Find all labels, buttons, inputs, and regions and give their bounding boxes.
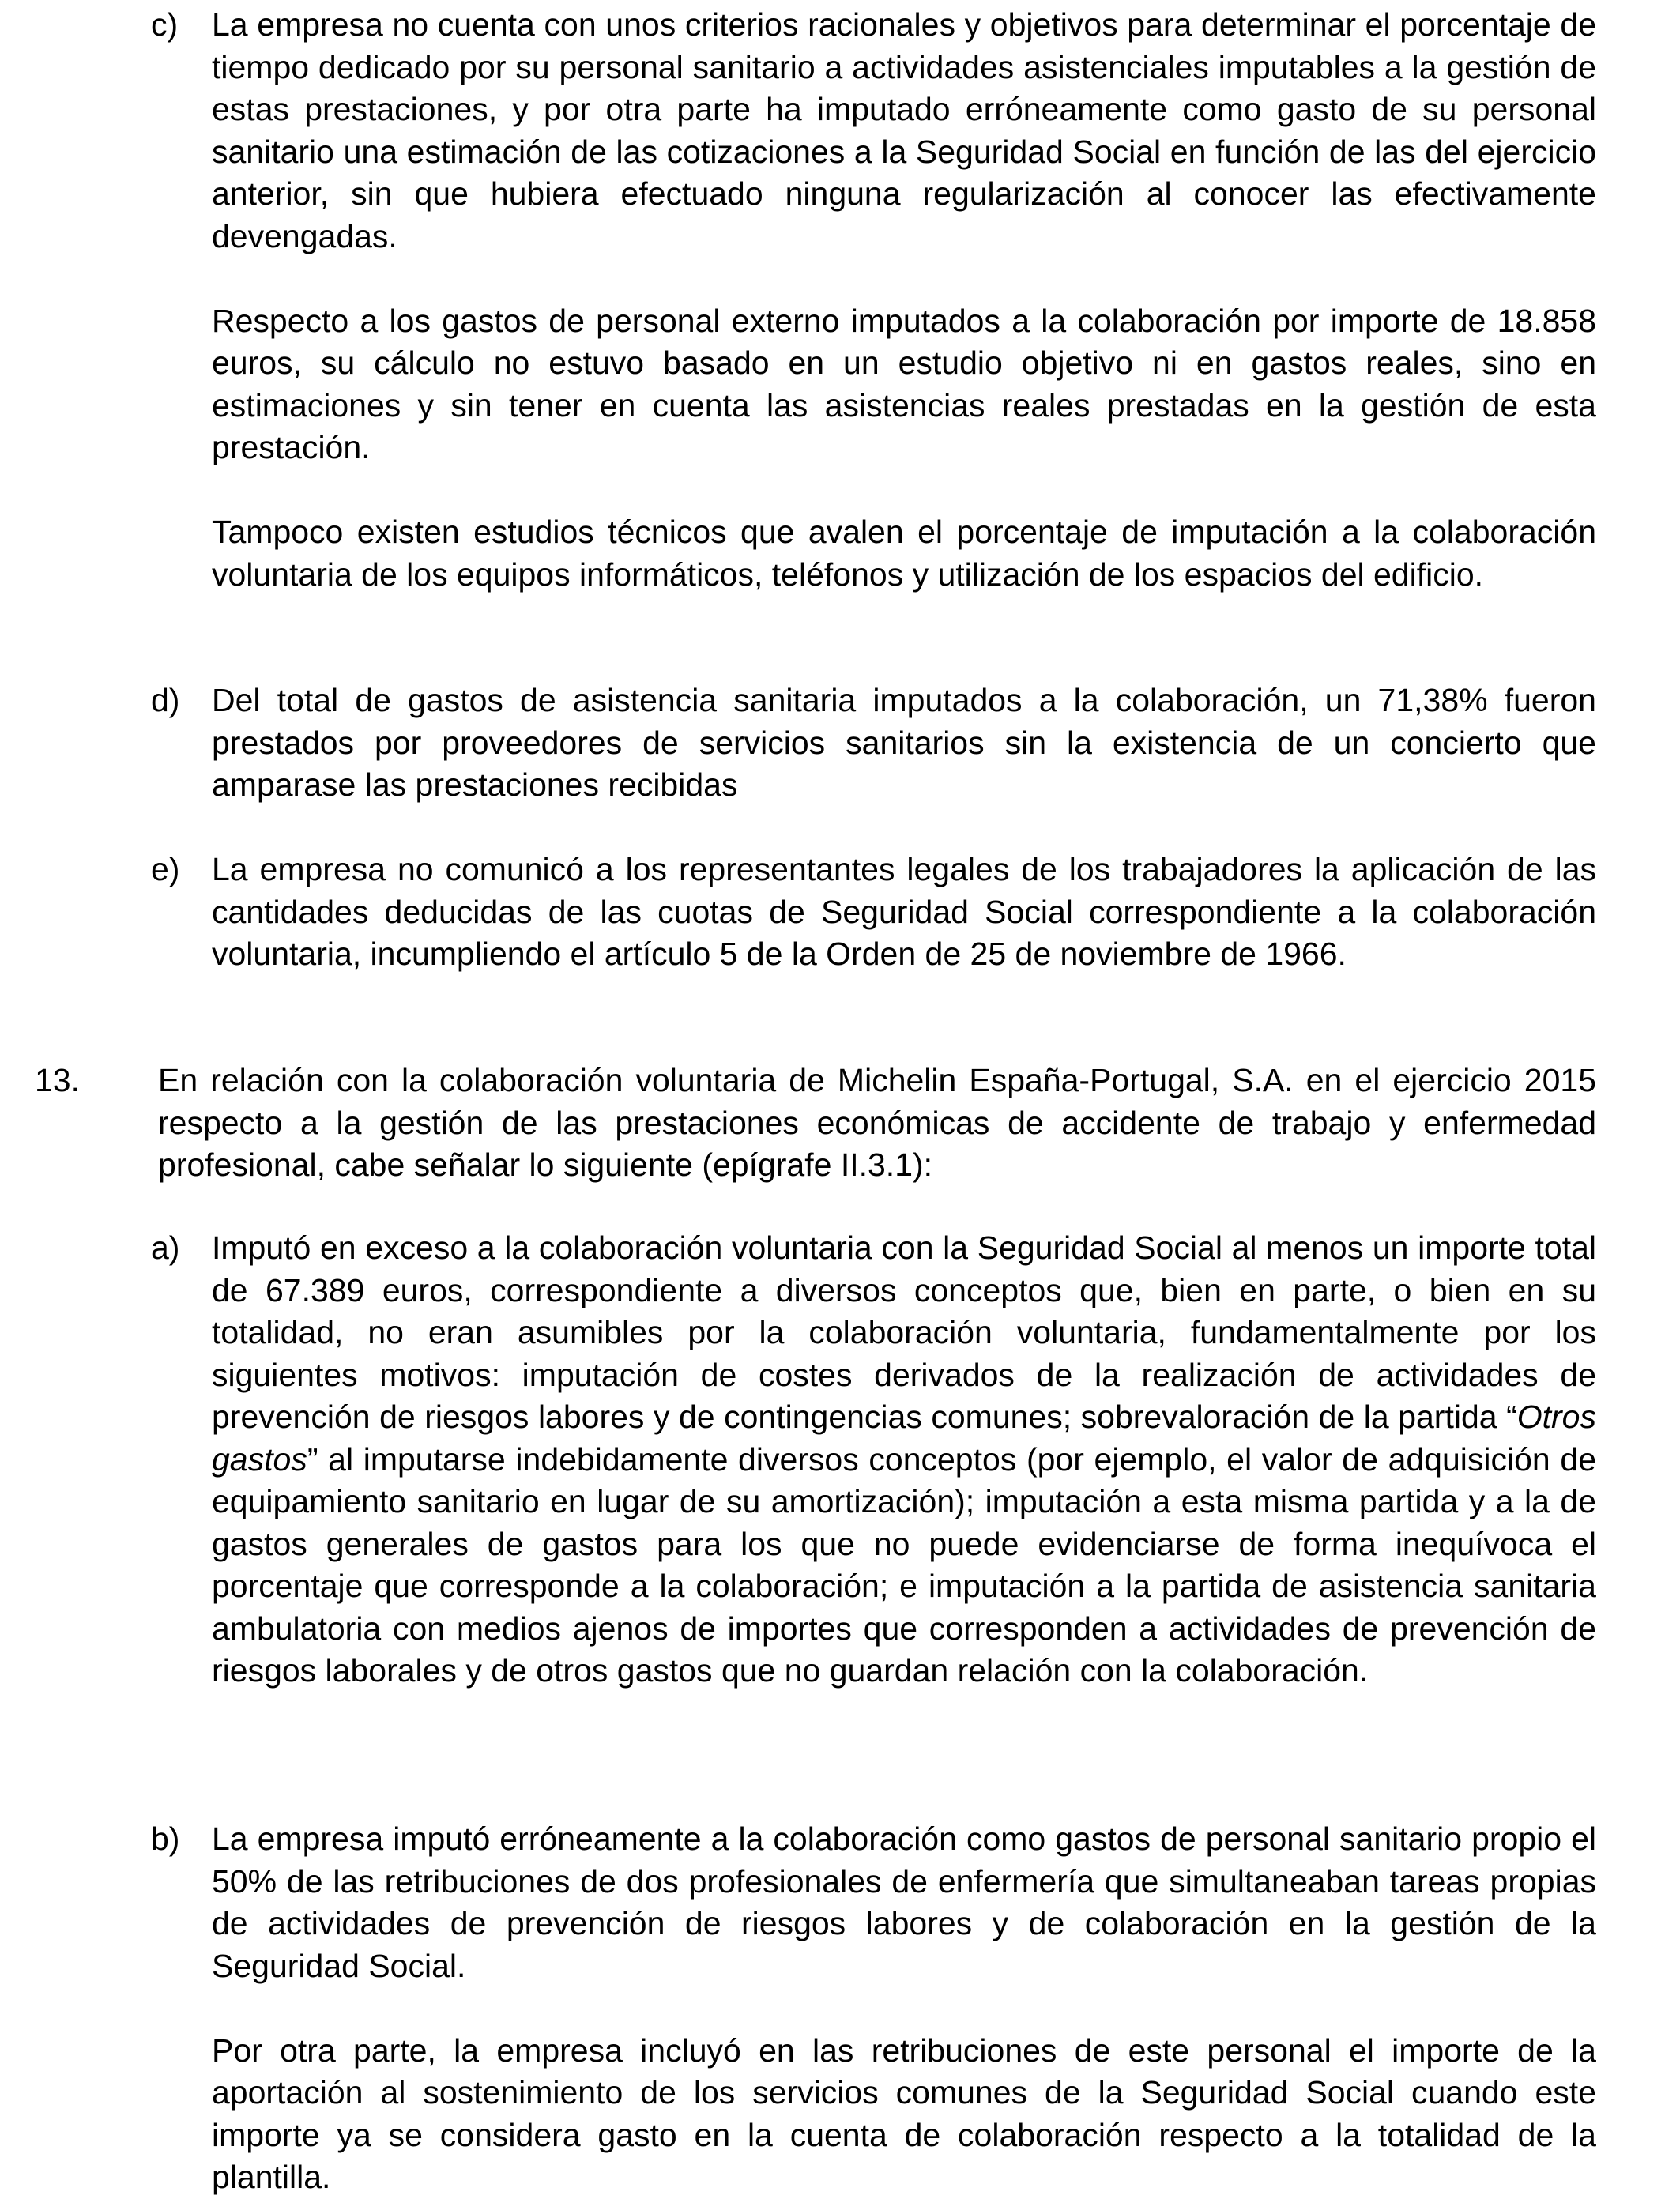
list-item-e (151, 849, 1596, 976)
list-item-c (151, 4, 1596, 596)
paragraph: En relación con la colaboración voluntaria de Michelin España-Portugal, S.A. en el ejercicio 2015 respecto a la gestión de las prestaciones económicas de accidente de trabajo y enfermedad profesional, cabe señalar lo siguiente (epígrafe II.3.1): (158, 1062, 1596, 1183)
list-item-b (151, 1818, 1596, 2199)
list-marker: c) (151, 6, 179, 43)
list-item-13 (35, 1060, 1596, 1187)
paragraph: Por otra parte, la empresa incluyó en las retribuciones de este personal el importe de la aportación al sostenimiento de los servicios comunes de la Seguridad Social cuando este importe ya se considera gasto en la cuenta de colaboración respecto a la totalidad de la plantilla. (212, 2031, 1596, 2195)
list-marker: d) (151, 682, 180, 718)
paragraph: La empresa imputó erróneamente a la colaboración como gastos de personal sanitario propio el 50% de las retribuciones de dos profesionales de enfermería que simultaneaban tareas propias de actividades de prevención de riesgos labores y de colaboración en la gestión de la Seguridad Social. (212, 1821, 1596, 1984)
paragraph: Respecto a los gastos de personal externo imputados a la colaboración por importe de 18.858 euros, su cálculo no estuvo basado en un estudio objetivo ni en gastos reales, sino en estimaciones y sin tener en cuenta las asistencias reales prestadas en la gestión de esta prestación. (212, 302, 1596, 465)
paragraph: La empresa no comunicó a los representantes legales de los trabajadores la aplicación de las cantidades deducidas de las cuotas de Seguridad Social correspondiente a la colaboración voluntaria, incumpliendo el artículo 5 de la Orden de 25 de noviembre de 1966. (212, 851, 1596, 972)
list-marker: 13. (35, 1062, 80, 1098)
list-marker: e) (151, 851, 180, 887)
paragraph: Tampoco existen estudios técnicos que avalen el porcentaje de imputación a la colaboración voluntaria de los equipos informáticos, teléfonos y utilización de los espacios del edificio. (212, 514, 1596, 593)
paragraph: Del total de gastos de asistencia sanitaria imputados a la colaboración, un 71,38% fueron prestados por proveedores de servicios sanitarios sin la existencia de un concierto que amparase las prestaciones recibidas (212, 682, 1596, 803)
list-item-a (151, 1227, 1596, 1693)
italic-term: Otros gastos (212, 1399, 1596, 1478)
list-marker: a) (151, 1229, 180, 1266)
list-marker: b) (151, 1821, 180, 1857)
paragraph-text: ” al imputarse indebidamente diversos conceptos (por ejemplo, el valor de adquisición de equipamiento sanitario en lugar de su amortización); imputación a esta misma partida y a la de gastos generales de gastos para los que no puede evidenciarse de forma inequívoca el porcentaje que corresponde a la colaboración; e imputación a la partida de asistencia sanitaria ambulatoria con medios ajenos de importes que corresponden a actividades de prevención de riesgos laborales y de otros gastos que no guardan relación con la colaboración. (212, 1440, 1596, 1689)
paragraph (212, 1227, 1596, 1693)
list-item-d (151, 680, 1596, 807)
paragraph-text: Imputó en exceso a la colaboración voluntaria con la Seguridad Social al menos un importe total de 67.389 euros, correspondiente a diversos conceptos que, bien en parte, o bien en su totalidad, no eran asumibles por la colaboración voluntaria, fundamentalmente por los siguientes motivos: imputación de costes derivados de la realización de actividades de prevención de riesgos labores y de contingencias comunes; sobrevaloración de la partida “ (212, 1229, 1596, 1435)
paragraph: La empresa no cuenta con unos criterios racionales y objetivos para determinar el porcentaje de tiempo dedicado por su personal sanitario a actividades asistenciales imputables a la gestión de estas prestaciones, y por otra parte ha imputado erróneamente como gasto de su personal sanitario una estimación de las cotizaciones a la Seguridad Social en función de las del ejercicio anterior, sin que hubiera efectuado ninguna regularización al conocer las efectivamente devengadas. (212, 6, 1596, 254)
